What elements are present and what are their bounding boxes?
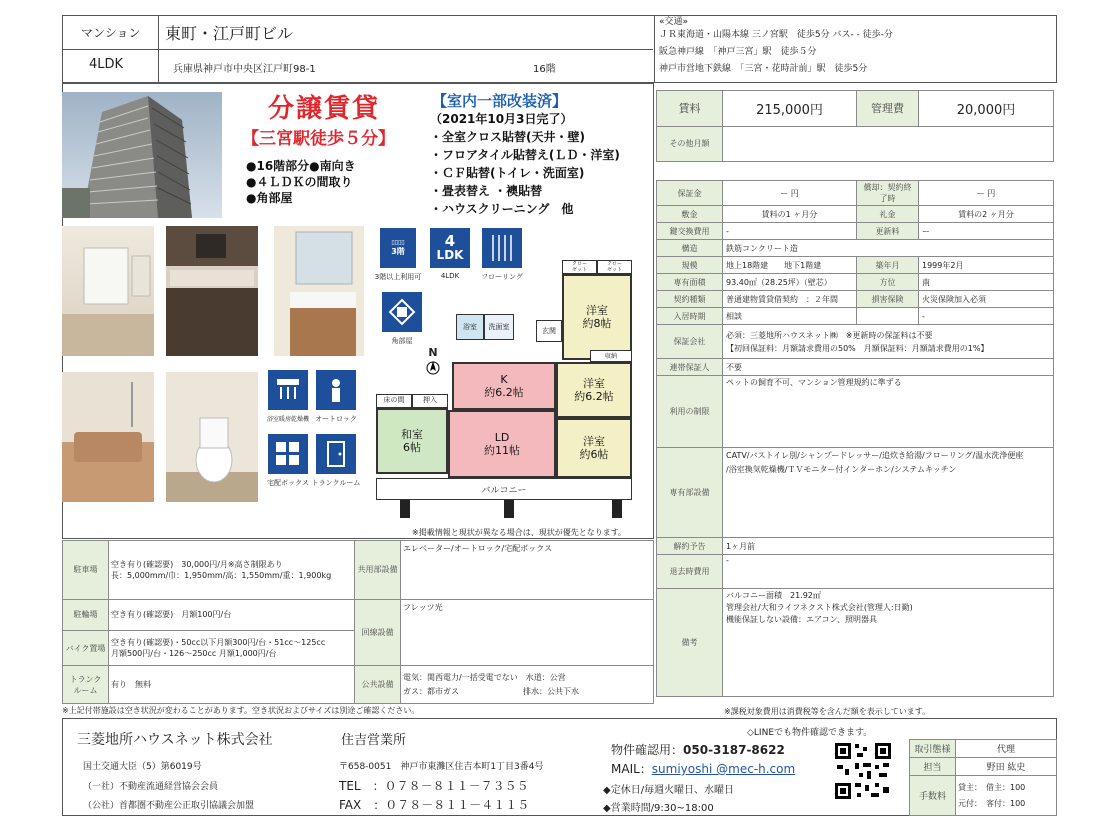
staff-value: 野田 紘史 — [956, 758, 1057, 776]
deal-type-value: 代理 — [956, 740, 1057, 758]
mail-line — [611, 760, 795, 777]
building-photo — [62, 92, 222, 218]
washroom: 洗面室 — [484, 314, 514, 340]
fax-number: FAX ：０７８－８１１－４１１５ — [339, 798, 530, 812]
floor-use-badge: 3階 — [391, 247, 405, 256]
room-size: 約8帖 — [582, 317, 612, 330]
detail-label: 入居時期 — [657, 308, 723, 325]
rent-table — [656, 90, 1054, 162]
license-number: 国土交通大臣（5）第6019号 — [83, 762, 202, 772]
detail-value: 93.40㎡（28.25坪）（壁芯） — [723, 274, 857, 291]
management-fee-value: 20,000円 — [919, 91, 1054, 127]
leave-cost-value: - — [723, 555, 1054, 589]
detail-label: 償却：契約終了時 — [857, 181, 919, 206]
room-size: 6帖 — [403, 441, 421, 454]
detail-label — [857, 308, 919, 325]
detail-value: 地上18階建 地下1階建 — [723, 257, 857, 274]
layout-icon-caption: 4LDK — [440, 272, 460, 280]
business-hours: ◆営業時間/9:30~18:00 — [603, 803, 714, 814]
fee-row: 貸主： 借主：100 — [958, 782, 1026, 792]
detail-value: 火災保険加入必須 — [919, 291, 1054, 308]
facilities-table — [62, 540, 654, 704]
utility-line: 電気：関西電力/一括受電でない 水道：公営 — [403, 672, 566, 682]
footer — [62, 718, 1057, 816]
renovation-item: ・フロアタイル貼替え(ＬＤ・洋室) — [430, 148, 620, 162]
staff-label: 担当 — [910, 758, 956, 776]
balcony: バルコニー — [376, 478, 632, 500]
detail-label: 構造 — [657, 240, 723, 257]
bike-value: 空き有り(確認要)・50cc以下月額300円/台・51cc～125cc 月額500円/台・126～250cc 月額1,000円/台 — [109, 630, 355, 666]
floor-number: 16階 — [533, 64, 556, 75]
joint-guarantor-label: 連帯保証人 — [657, 359, 723, 376]
detail-table — [656, 180, 1054, 697]
association-2: （公社）首都圏不動産公正取引協議会加盟 — [83, 801, 255, 811]
room-name: K — [500, 373, 508, 386]
room-living-dining — [448, 410, 556, 478]
closet: クロー ゼット — [597, 260, 632, 274]
utility-label: 公共設備 — [355, 666, 401, 704]
promo-station: 【三宮駅徒歩５分】 — [242, 129, 395, 149]
other-monthly-value — [723, 126, 1054, 162]
equipment-value: CATV/バストイレ別/シャンプードレッサー/追炊き給湯/フローリング/温水洗浄便座 /浴室換気乾燥機/ＴＶモニター付インターホン/システムキッチン — [723, 448, 1054, 538]
line-label: 回線設備 — [355, 599, 401, 666]
detail-value: - — [919, 308, 1054, 325]
association-1: （一社）不動産流通経営協会会員 — [83, 782, 219, 792]
alcove: 床の間 — [376, 394, 412, 408]
room-size: 約6.2帖 — [484, 386, 524, 399]
rent-label: 賃料 — [657, 91, 723, 127]
detail-label: 方位 — [857, 274, 919, 291]
traffic-title: «交通» — [659, 17, 689, 27]
detail-value: 相談 — [723, 308, 857, 325]
floorplan-note: ※掲載情報と現状が異なる場合は、現状が優先となります。 — [412, 528, 627, 537]
storage: 収納 — [590, 350, 632, 362]
detail-label: 規模 — [657, 257, 723, 274]
layout-icon-num: 4 — [444, 232, 456, 250]
mail-label: MAIL： — [611, 762, 652, 776]
remarks-value: バルコニー面積 21.92㎡ 管理会社/大和ライフネクスト株式会社(管理人:日勤) 機能保証しない設備：エアコン、照明器具 — [723, 589, 1054, 697]
room-western-6-2 — [556, 362, 632, 418]
detail-value: ー — [919, 223, 1054, 240]
detail-label: 築年月 — [857, 257, 919, 274]
parking-label: 駐車場 — [63, 541, 109, 600]
qr-code[interactable] — [833, 741, 893, 801]
bath-dryer-icon — [268, 370, 308, 410]
trunk-value: 有り 無料 — [109, 666, 355, 704]
promo-bullet: ●角部屋 — [246, 191, 293, 205]
holiday-info: ◆定休日/毎週火曜日、水曜日 — [603, 785, 735, 796]
room-name: 洋室 — [586, 304, 608, 317]
trunk-label: トランク ルーム — [63, 666, 109, 704]
detail-label: 契約種類 — [657, 291, 723, 308]
detail-value: 鉄筋コンクリート造 — [723, 240, 1054, 257]
closet: クロー ゼット — [562, 260, 597, 274]
corner-room-caption: 角部屋 — [391, 337, 413, 345]
detail-label: 専有面積 — [657, 274, 723, 291]
equipment-label: 専有部設備 — [657, 448, 723, 538]
bathroom-photo — [62, 372, 154, 502]
room-name: 洋室 — [583, 435, 605, 448]
kitchen-photo — [166, 226, 258, 356]
delivery-box-icon — [268, 434, 308, 474]
restriction-label: 利用の制限 — [657, 376, 723, 448]
confirm-phone: 050-3187-8622 — [683, 743, 785, 757]
detail-value: 普通建物賃貸借契約 ：２年間 — [723, 291, 857, 308]
renovation-list — [430, 110, 620, 218]
room-name: 洋室 — [583, 377, 605, 390]
header-box — [62, 15, 1057, 83]
address: 兵庫県神戸市中央区江戸町98-1 — [173, 64, 316, 75]
building-name: 東町・江戸町ビル — [165, 24, 294, 43]
deal-table — [909, 739, 1057, 816]
detail-value: ー 円 — [919, 181, 1054, 206]
detail-label: 鍵交換費用 — [657, 223, 723, 240]
facilities-note: ※上記付帯施設は空き状況が変わることがあります。空き状況およびサイズは別途ご確認ください。 — [62, 706, 420, 715]
cancel-notice-label: 解約予告 — [657, 538, 723, 555]
room-size: 約11帖 — [484, 444, 520, 457]
detail-label: 損害保険 — [857, 291, 919, 308]
parking-value: 空き有り(確認要) 30,000円/月※高さ制限あり 長：5,000mm/巾：1,950mm/高：1,550mm/重：1,900kg — [109, 541, 355, 600]
confirm-line — [611, 741, 785, 758]
bathroom: 浴室 — [456, 314, 484, 340]
phone-number: TEL ：０７８－８１１－７３５５ — [339, 779, 529, 793]
traffic-line: 阪急神戸線 「神戸三宮」駅 徒歩５分 — [659, 47, 817, 57]
renovation-item: ・畳表替え ・襖貼替 — [430, 184, 543, 198]
guarantee-value: 必須：三菱地所ハウスネット㈱ ※更新時の保証料は不要 【初回保証料：月額請求費用の50% 月額保証料：月額請求費用の1%】 — [723, 325, 1054, 359]
remarks-label: 備考 — [657, 589, 723, 697]
room-size: 約6.2帖 — [574, 390, 614, 403]
deal-type-label: 取引態様 — [910, 740, 956, 758]
bike-label: バイク置場 — [63, 630, 109, 666]
renovation-item: ・ＣＦ貼替(トイレ・洗面室) — [430, 166, 585, 180]
fee-row: 元付： 客付：100 — [958, 798, 1026, 808]
layout-type: 4LDK — [89, 57, 124, 72]
room-western-6 — [556, 418, 632, 478]
trunk-room-icon — [316, 434, 356, 474]
renovation-title: 【室内一部改装済】 — [432, 92, 568, 110]
north-arrow — [426, 346, 440, 380]
leave-cost-label: 退去時費用 — [657, 555, 723, 589]
rent-value: 215,000円 — [723, 91, 857, 127]
cancel-notice-value: 1ヶ月前 — [723, 538, 1054, 555]
bath-dryer-caption: 浴室暖房乾燥機 — [266, 416, 309, 423]
promo-title: 分譲賃貸 — [268, 94, 381, 124]
line-value: フレッツ光 — [401, 599, 654, 666]
detail-value: 賃料の1 ヶ月分 — [723, 206, 857, 223]
promo-bullet: ●４ＬＤＫの間取り — [246, 175, 353, 189]
renovation-item: ・全室クロス貼替(天井・壁) — [430, 130, 585, 144]
line-note: ◇LINEでも物件確認できます。 — [747, 728, 873, 738]
restriction-value: ペットの飼育不可、マンション管理規約に準ずる — [723, 376, 1054, 448]
joint-guarantor-value: 不要 — [723, 359, 1054, 376]
mail-link[interactable]: sumiyoshi @mec-h.com — [651, 762, 796, 776]
room-name: LD — [494, 431, 510, 444]
layout-icon-text: LDK — [436, 248, 464, 262]
bicycle-value: 空き有り(確認要) 月額100円/台 — [109, 599, 355, 630]
trunk-room-caption: トランクルーム — [311, 479, 361, 487]
detail-value: 1999年2月 — [919, 257, 1054, 274]
tax-note: ※課税対象費用は消費税等を含んだ額を表示しています。 — [724, 707, 931, 716]
company-name: 三菱地所ハウスネット株式会社 — [77, 732, 273, 748]
detail-label: 保証金 — [657, 181, 723, 206]
detail-value: - — [723, 223, 857, 240]
closets-top — [562, 260, 632, 274]
room-japanese — [376, 408, 448, 474]
delivery-box-caption: 宅配ボックス — [267, 479, 309, 487]
traffic-line: 神戸市営地下鉄線 「三宮・花時計前」駅 徒歩5分 — [659, 64, 868, 74]
detail-label: 更新料 — [857, 223, 919, 240]
guarantee-label: 保証会社 — [657, 325, 723, 359]
interior-photo-ld — [62, 226, 154, 356]
detail-value: ー 円 — [723, 181, 857, 206]
autolock-icon — [316, 370, 356, 410]
promo-bullets — [246, 158, 356, 206]
north-label: N — [428, 346, 438, 359]
room-size: 約6帖 — [579, 448, 609, 461]
promo-bullet: ●16階部分●南向き — [246, 159, 356, 173]
common-label: 共用部設備 — [355, 541, 401, 600]
renovation-item: ・ハウスクリーニング 他 — [430, 202, 574, 216]
traffic-info — [659, 17, 893, 78]
flooring-caption: フローリング — [481, 273, 523, 281]
toilet-photo — [166, 372, 258, 502]
office-address: 〒658-0051 神戸市東灘区住吉本町1丁目3番4号 — [339, 762, 544, 772]
branch-office: 住吉営業所 — [341, 733, 407, 748]
detail-value: 賃料の2 ヶ月分 — [919, 206, 1054, 223]
utility-line: ガス：都市ガス 排水：公共下水 — [403, 686, 579, 696]
closet: 押入 — [412, 394, 448, 408]
property-type: マンション — [81, 26, 141, 40]
fee-label: 手数料 — [910, 776, 956, 816]
room-name: 和室 — [401, 428, 423, 441]
detail-label: 敷金 — [657, 206, 723, 223]
detail-label: 礼金 — [857, 206, 919, 223]
floor-plan — [372, 250, 642, 520]
washroom-photo — [274, 226, 364, 356]
autolock-caption: オートロック — [315, 415, 357, 423]
detail-value: 南 — [919, 274, 1054, 291]
common-value: エレベーター/オートロック/宅配ボックス — [401, 541, 654, 600]
management-fee-label: 管理費 — [857, 91, 919, 127]
confirm-label: 物件確認用： — [611, 743, 684, 757]
entrance: 玄関 — [536, 320, 562, 342]
utility-value — [401, 666, 654, 704]
traffic-line: ＪＲ東海道・山陽本線 三ノ宮駅 徒歩5分 バス- - 徒歩-分 — [659, 30, 893, 40]
floor-use-caption: 3階以上利用可 — [374, 273, 422, 281]
renovation-date: （2021年10月3日完了） — [430, 112, 573, 126]
room-kitchen — [452, 362, 556, 410]
floor-use-icon: ▯▯▯▯ 3階 — [380, 228, 416, 268]
japanese-room-storage — [376, 394, 448, 408]
room-western-8 — [562, 274, 632, 360]
other-monthly-label: その他月額 — [657, 126, 723, 162]
bicycle-label: 駐輪場 — [63, 599, 109, 630]
fee-values — [956, 776, 1057, 816]
